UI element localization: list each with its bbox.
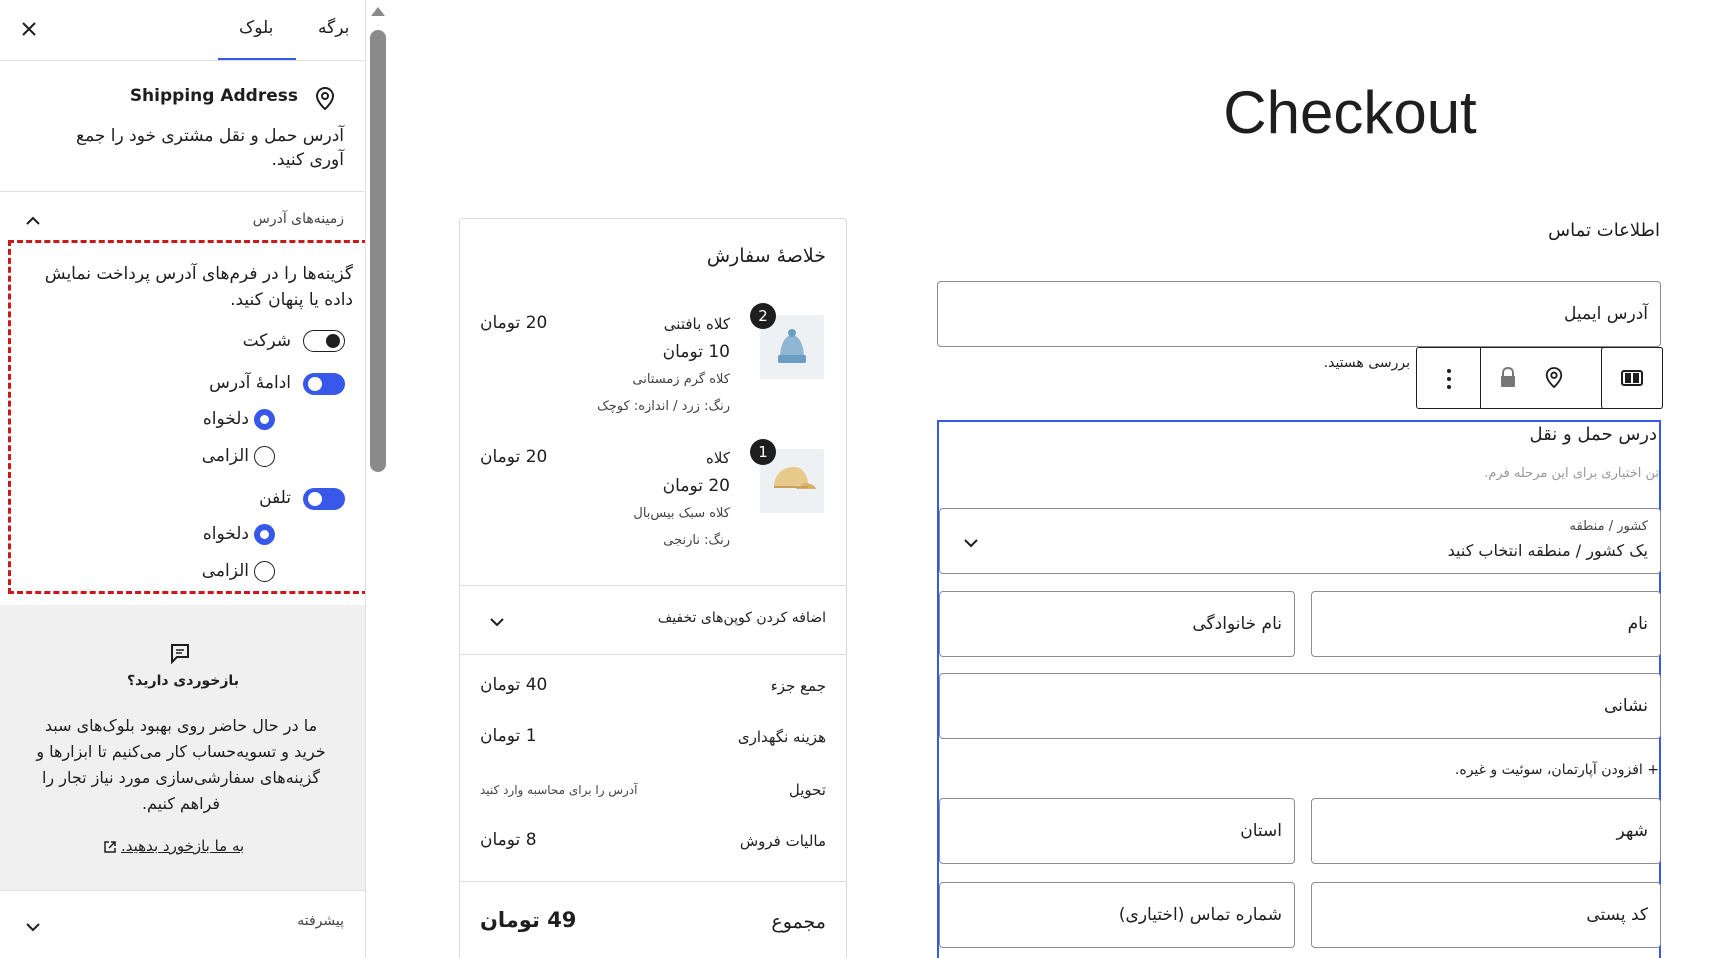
country-label: کشور / منطقه: [1569, 519, 1648, 534]
address2-optional-radio[interactable]: [254, 409, 275, 430]
chevron-down-icon[interactable]: [24, 919, 42, 933]
address2-required-radio[interactable]: [254, 446, 275, 467]
phone-required-label: الزامی: [201, 561, 249, 581]
divider: [460, 654, 846, 655]
toggle-knob: [308, 377, 322, 391]
advanced-section-title[interactable]: پیشرفته: [297, 913, 344, 929]
chevron-down-icon: [488, 614, 506, 628]
order-summary-card: [459, 218, 847, 958]
tab-block[interactable]: بلوک: [239, 18, 274, 38]
chevron-down-icon: [962, 535, 980, 549]
block-type-button[interactable]: [1601, 347, 1663, 409]
quantity-badge: 1: [750, 439, 776, 465]
state-field[interactable]: [939, 798, 1295, 864]
external-link-icon: [103, 839, 117, 853]
more-vertical-icon: [1444, 368, 1454, 390]
phone-field[interactable]: [939, 882, 1295, 948]
phone-field-label: شماره تماس (اختیاری): [1118, 905, 1282, 925]
feedback-link[interactable]: [103, 837, 263, 859]
city-label: شهر: [1616, 821, 1648, 841]
product-unit-price: 20 تومان: [662, 476, 730, 496]
add-apartment-link[interactable]: + افزودن آپارتمان، سوئیت و غیره.: [1454, 762, 1659, 778]
phone-optional-radio[interactable]: [254, 524, 275, 545]
product-total: 20 تومان: [480, 313, 548, 333]
feedback-title: بازخوردی دارید؟: [127, 673, 239, 689]
feedback-link-text[interactable]: به ما بازخورد بدهید.: [121, 837, 245, 855]
company-label: شرکت: [242, 331, 291, 351]
product-unit-price: 10 تومان: [662, 342, 730, 362]
address2-required-label: الزامی: [201, 446, 249, 466]
contact-heading[interactable]: اطلاعات تماس: [1548, 220, 1660, 241]
columns-icon: [1620, 368, 1644, 388]
feedback-icon: [169, 642, 191, 664]
product-total: 20 تومان: [480, 447, 548, 467]
first-name-label: نام: [1627, 614, 1648, 634]
notice-text: بررسی هستید.: [1323, 355, 1410, 371]
sales-tax-value: 8 تومان: [480, 830, 537, 850]
shipping-heading[interactable]: درس حمل و نقل: [1529, 424, 1657, 445]
delivery-value: آدرس را برای محاسبه وارد کنید: [480, 783, 638, 797]
state-label: استان: [1240, 821, 1282, 841]
address-fields-options-panel: [8, 240, 366, 594]
sales-tax-label: مالیات فروش: [739, 832, 826, 850]
block-settings-sidebar: [0, 0, 366, 958]
phone-optional-label: دلخواه: [202, 524, 249, 544]
email-field[interactable]: [937, 281, 1661, 347]
block-title: Shipping Address: [129, 86, 298, 106]
address2-label: ادامهٔ آدرس: [209, 373, 291, 393]
subtotal-value: 40 تومان: [480, 675, 548, 695]
last-name-field[interactable]: [939, 591, 1295, 657]
product-name: کلاه: [706, 449, 730, 467]
last-name-label: نام خانوادگی: [1192, 614, 1282, 634]
divider: [0, 191, 366, 192]
address-label: نشانی: [1604, 696, 1648, 716]
scroll-up-arrow[interactable]: [371, 7, 385, 16]
phone-label: تلفن: [259, 488, 291, 508]
first-name-field[interactable]: [1311, 591, 1661, 657]
toggle-knob: [308, 492, 322, 506]
phone-required-radio[interactable]: [254, 561, 275, 582]
country-value: یک کشور / منطقه انتخاب کنید: [1447, 541, 1648, 560]
postcode-label: کد پستی: [1586, 905, 1648, 925]
feedback-body: ما در حال حاضر روی بهبود بلوک‌های سبد خرید و تسویه‌حساب کار می‌کنیم تا ابزارها و گزینه‌های سفارشی‌سازی مورد نیاز تجار را فراهم کنیم.: [36, 716, 326, 813]
address2-optional-label: دلخواه: [202, 409, 249, 429]
divider: [0, 60, 366, 61]
product-description: کلاه سبک بیس‌بال: [633, 506, 730, 521]
product-attributes: رنگ: زرد / اندازه: کوچک: [597, 399, 730, 414]
add-coupon-toggle[interactable]: [460, 586, 846, 654]
close-icon[interactable]: [18, 18, 40, 40]
handling-fee-value: 1 تومان: [480, 726, 537, 746]
map-pin-icon[interactable]: [1544, 366, 1564, 390]
address2-toggle[interactable]: [303, 373, 345, 395]
shipping-address-block[interactable]: [937, 420, 1661, 958]
postcode-field[interactable]: [1311, 882, 1661, 948]
address-field[interactable]: [939, 673, 1661, 739]
shipping-hint[interactable]: تن اختیاری برای این مرحله فرم.: [1484, 466, 1659, 481]
quantity-badge: 2: [750, 303, 776, 329]
order-summary-heading: خلاصهٔ سفارش: [706, 245, 826, 267]
page-title[interactable]: Checkout: [1223, 79, 1477, 146]
handling-fee-label: هزینه نگهداری: [737, 728, 826, 746]
tab-page[interactable]: برگه: [318, 18, 350, 38]
divider: [0, 890, 366, 891]
address-fields-section-title[interactable]: زمینه‌های آدرس: [252, 211, 344, 227]
product-name: کلاه بافتنی: [663, 315, 730, 333]
email-label: آدرس ایمیل: [1564, 304, 1648, 324]
total-value: 49 تومان: [480, 908, 577, 932]
company-toggle[interactable]: [303, 330, 345, 352]
total-label: مجموع: [771, 911, 826, 933]
chevron-up-icon[interactable]: [24, 213, 42, 227]
more-options-button[interactable]: [1417, 348, 1481, 408]
block-description: آدرس حمل و نقل مشتری خود را جمع آوری کنید.: [76, 126, 344, 170]
subtotal-label: جمع جزء: [770, 677, 826, 695]
map-pin-icon: [314, 86, 336, 112]
lock-icon[interactable]: [1499, 366, 1517, 388]
coupon-label: اضافه کردن کوپن‌های تخفیف: [657, 610, 826, 626]
scrollbar-thumb[interactable]: [370, 30, 386, 472]
product-description: کلاه گرم زمستانی: [632, 372, 730, 387]
divider: [460, 881, 846, 882]
country-select[interactable]: [939, 508, 1661, 574]
feedback-panel: [0, 605, 366, 890]
delivery-label: تحویل: [788, 781, 826, 799]
phone-toggle[interactable]: [303, 488, 345, 510]
toggle-knob: [326, 334, 340, 348]
city-field[interactable]: [1311, 798, 1661, 864]
product-attributes: رنگ: نارنجی: [663, 533, 730, 548]
options-description: گزینه‌ها را در فرم‌های آدرس پرداخت نمایش داده یا پنهان کنید.: [44, 264, 353, 310]
